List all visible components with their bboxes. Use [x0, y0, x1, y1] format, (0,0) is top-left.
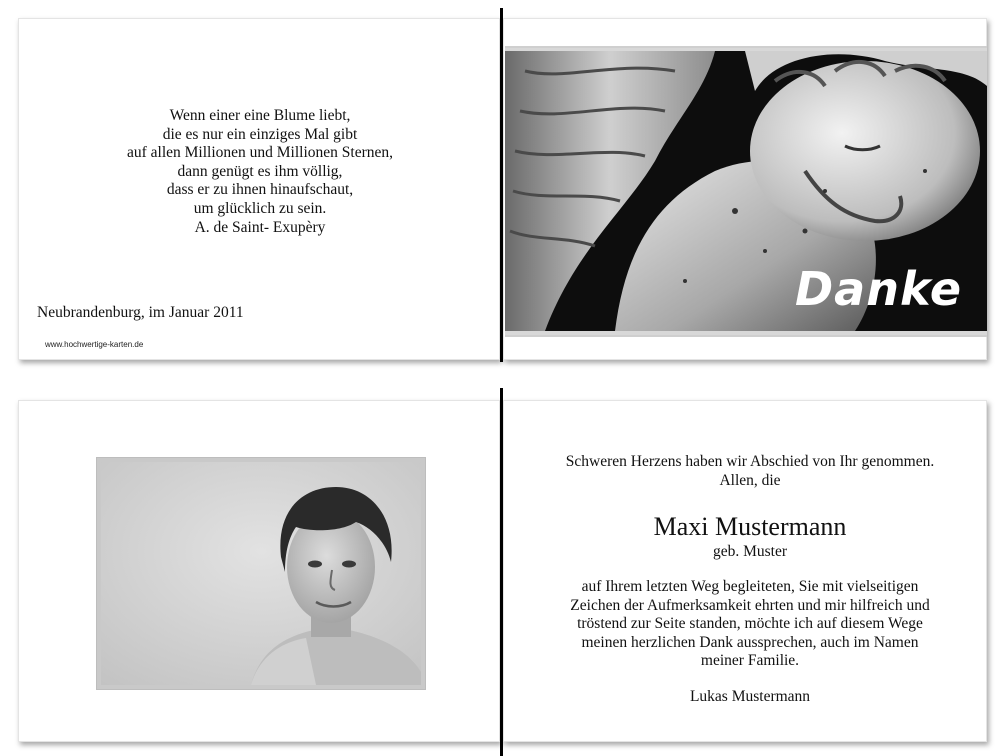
- poem-author: A. de Saint- Exupèry: [194, 218, 326, 236]
- maiden-name: geb. Muster: [712, 543, 788, 560]
- body-line: meinen herzlichen Dank aussprechen, auch im Namen: [581, 633, 919, 651]
- body-line: tröstend zur Seite standen, möchte ich auf diesem Wege: [577, 615, 923, 633]
- poem-line: dann genügt es ihm völlig,: [177, 162, 343, 180]
- intro-line: Allen, die: [719, 471, 781, 489]
- fold-line-top: [500, 8, 503, 362]
- poem-line: um glücklich zu sein.: [193, 199, 327, 217]
- portrait-image: [101, 462, 421, 685]
- portrait-frame: [96, 457, 426, 690]
- poem-line: die es nur ein einziges Mal gibt: [162, 125, 358, 143]
- place-date: Neubrandenburg, im Januar 2011: [37, 304, 244, 321]
- body-line: auf Ihrem letzten Weg begleiteten, Sie mit vielseitigen: [581, 578, 919, 595]
- intro-text: [520, 453, 980, 490]
- deceased-name: Maxi Mustermann: [653, 512, 847, 541]
- poem-line: dass er zu ihnen hinaufschaut,: [166, 181, 354, 199]
- website-link[interactable]: www.hochwertige-karten.de: [45, 340, 144, 349]
- poem: [60, 107, 460, 237]
- poem-line: Wenn einer eine Blume liebt,: [169, 107, 351, 124]
- body-line: meiner Familie.: [700, 652, 800, 670]
- body-text: [520, 578, 980, 671]
- danke-title: Danke: [795, 262, 963, 316]
- signature: Lukas Mustermann: [689, 688, 811, 705]
- portrait-illustration: [101, 462, 421, 685]
- body-line: Zeichen der Aufmerksamkeit ehrten und mir hilfreich und: [570, 596, 930, 614]
- fold-line-bottom: [500, 388, 503, 756]
- intro-line: Schweren Herzens haben wir Abschied von Ihr genommen.: [565, 453, 935, 470]
- poem-line: auf allen Millionen und Millionen Sternen,: [126, 144, 394, 162]
